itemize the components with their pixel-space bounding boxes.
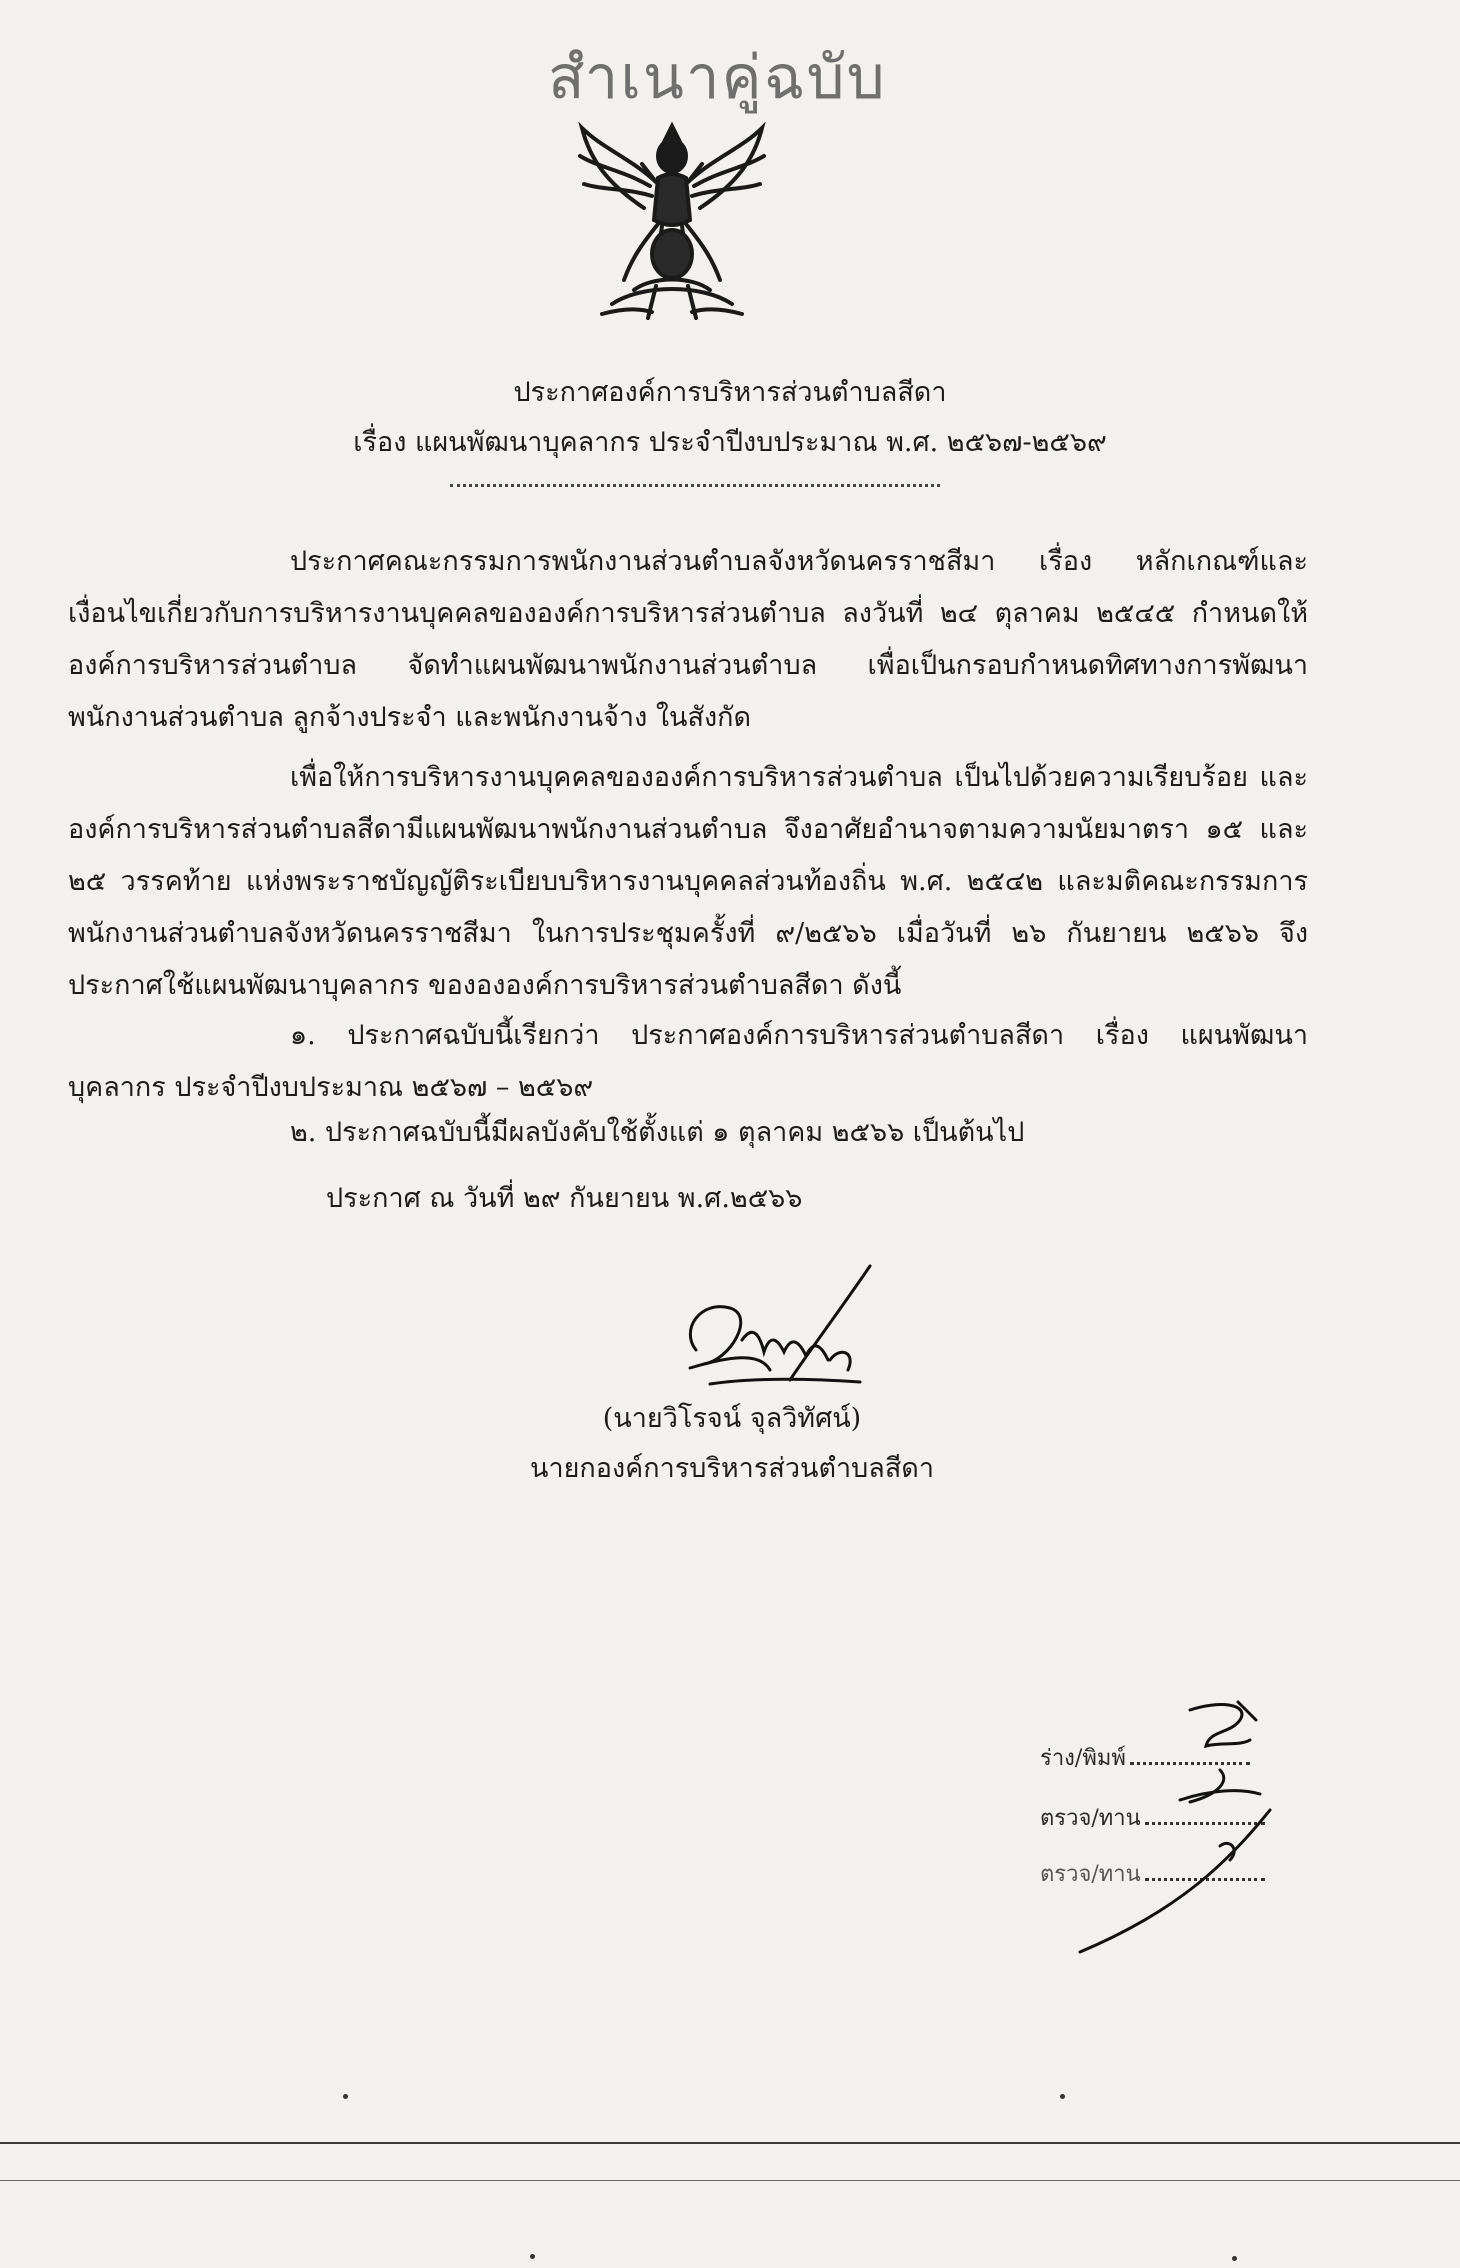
initials-marks [1070, 1690, 1310, 1960]
copy-stamp: สำเนาคู่ฉบับ [548, 43, 887, 113]
scan-speck [1060, 2094, 1065, 2099]
scan-speck [530, 2254, 535, 2259]
signer-position: นายกองค์การบริหารส่วนตำบลสีดา [529, 1453, 934, 1484]
signer-name: (นายวิโรจน์ จุลวิทัศน์) [602, 1403, 862, 1434]
scan-speck [1232, 2256, 1237, 2261]
body-paragraph-2: เพื่อให้การบริหารงานบุคคลขององค์การบริหารส่วนตำบล เป็นไปด้วยความเรียบร้อย และองค์การบริหารส่วนตำบลสีดามีแผนพัฒนาพนักงานส่วนตำบล จึงอาศัยอำนาจตามความนัยมาตรา ๑๕ และ ๒๕ วรรคท้าย แห่งพระราชบัญญัติระเบียบบริหารงานบุคคลส่วนท้องถิ่น พ.ศ. ๒๕๔๒ และมติคณะกรรมการพนักงานส่วนตำบลจังหวัดนครราชสีมา ในการประชุมครั้งที่ ๙/๒๕๖๖ เมื่อวันที่ ๒๖ กันยายน ๒๕๖๖ จึงประกาศใช้แผนพัฒนาบุคลากร ของององค์การบริหารส่วนตำบลสีดา ดังนี้ [68, 762, 1308, 1001]
check-label: ร่าง/พิมพ์ [1040, 1746, 1126, 1771]
body-paragraph-1: ประกาศคณะกรรมการพนักงานส่วนตำบลจังหวัดนครราชสีมา เรื่อง หลักเกณฑ์และเงื่อนไขเกี่ยวกับการบริหารงานบุคคลขององค์การบริหารส่วนตำบล ลงวันที่ ๒๔ ตุลาคม ๒๕๔๕ กำหนดให้องค์การบริหารส่วนตำบล จัดทำแผนพัฒนาพนักงานส่วนตำบล เพื่อเป็นกรอบกำหนดทิศทางการพัฒนา พนักงานส่วนตำบล ลูกจ้างประจำ และพนักงานจ้าง ในสังกัด [68, 546, 1308, 733]
clause-2: ๒. ประกาศฉบับนี้มีผลบังคับใช้ตั้งแต่ ๑ ตุลาคม ๒๕๖๖ เป็นต้นไป [290, 1117, 1025, 1148]
check-label: ตรวจ/ทาน [1040, 1862, 1141, 1887]
bottom-rule-2 [0, 2180, 1460, 2181]
announcement-title: ประกาศองค์การบริหารส่วนตำบลสีดา [513, 377, 947, 408]
clause-1: ๑. ประกาศฉบับนี้เรียกว่า ประกาศองค์การบริหารส่วนตำบลสีดา เรื่อง แผนพัฒนาบุคลากร ประจำปีงบประมาณ ๒๕๖๗ – ๒๕๖๙ [68, 1020, 1308, 1103]
garuda-emblem-icon [572, 108, 772, 328]
check-label: ตรวจ/ทาน [1040, 1806, 1141, 1831]
signature-scribble [660, 1260, 890, 1400]
announcement-subject: เรื่อง แผนพัฒนาบุคลากร ประจำปีงบประมาณ พ.ศ. ๒๕๖๗-๒๕๖๙ [353, 427, 1107, 458]
scan-speck [343, 2094, 348, 2099]
title-dotted-divider [450, 484, 940, 487]
announce-date: ประกาศ ณ วันที่ ๒๙ กันยายน พ.ศ.๒๕๖๖ [326, 1183, 803, 1214]
bottom-rule-1 [0, 2142, 1460, 2144]
